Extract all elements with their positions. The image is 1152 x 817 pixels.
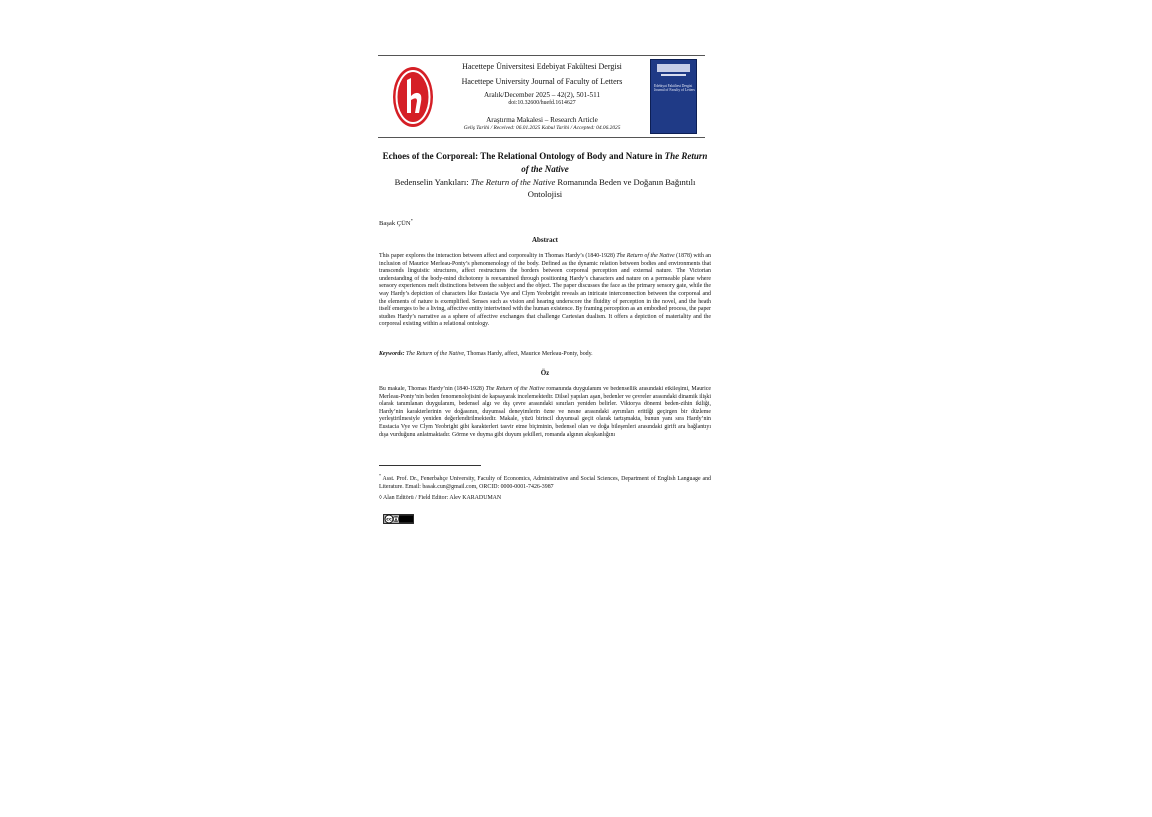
issue-info: Aralık/December 2025 – 42(2), 501-511 xyxy=(483,91,601,99)
abstract-text-part-1: This paper explores the interaction between affect and corporeality in Thomas Hardy’s (1840-1928) xyxy=(379,253,617,259)
keywords-work-title: The Return of the Native xyxy=(406,351,464,357)
header-bottom-rule xyxy=(378,137,705,138)
abstract-work-title: The Return of the Native xyxy=(616,253,675,259)
article-title-tr-prefix: Bedenselin Yankıları: xyxy=(394,177,471,187)
cover-title: Edebiyat Fakültesi Dergisi Journal of Faculty of Letters xyxy=(654,84,695,93)
abstract-text xyxy=(379,253,711,329)
article-title-tr-work: The Return of the Native xyxy=(470,177,556,187)
author xyxy=(379,218,413,227)
footnote-rule xyxy=(379,465,481,466)
abstract-text-part-2: (1878) with an inclusion of Maurice Merleau-Ponty’s phenomenology of the body. Defined as the dynamic relation between bodies and environments that transcends linguistic structures, affect restructures the borders between corporeal perception and external nature. The Victorian understanding of the body-mind dichotomy is reexamined through positioning Hardy’s characters and nature on a permeable plane where sensory experiences melt distinctions between the subject and the object. The paper discusses the face as the primary sensory gate, while the way Hardy’s depiction of characters like Eustacia Vye and Clym Yeobright reveals an intricate interconnection between the corporeal and the elements of nature is exemplified. Senses such as vision and hearing underscore the fluidity of perception in the novel, and the heath itself emerges to be a living, affective entity intertwined with the human existence. By framing perception as an embodied process, the paper studies Hardy’s narrative as a sphere of affective exchanges that challenge Cartesian dualism. It offers a depiction of materiality and the corporeal existing within a relational ontology. xyxy=(379,253,711,328)
article-title-tr-suffix: Romanında Beden ve Doğanın Bağıntılı Ontolojisi xyxy=(527,177,696,199)
footnote-mark: * xyxy=(379,473,381,478)
received-accepted-dates: Geliş Tarihi / Received: 06.01.2025 Kabul Tarihi / Accepted: 04.06.2025 xyxy=(463,125,621,131)
keywords xyxy=(379,351,593,357)
doi[interactable]: doi:10.32600/huefd.1614627 xyxy=(508,100,576,106)
hacettepe-logo-icon xyxy=(392,66,434,128)
article-title-work: The Return of the Native xyxy=(521,151,708,174)
article-title-tr xyxy=(378,176,712,200)
cc-label: cc xyxy=(386,517,392,523)
cover-divider xyxy=(661,74,686,76)
journal-cover-image xyxy=(650,59,697,134)
oz-text-part-2: romanında duygulanım ve bedensellik arasındaki etkileşimi, Maurice Merleau-Ponty’nin beden fenomenolojisini de kapsayarak incelemektedir. Dilsel yapıları aşan, bedenler ve çevreler arasındaki dinamik ilişki olarak tanımlanan duygulanım, bedensel algı ve dış çevre arasındaki sınırları yeniden belirler. Viktorya dönemi beden-zihin ikiliği, Hardy’nin karakterlerinin ve doğasının, duyumsal deneyimlerin özne ve nesne arasındaki ayrımları eritti̇ği geçirgen bir düzleme yerleştirilmesiyle yeniden değerlendirilmektedir. Makale, yüzü birincil duyumsal geçit olarak tartışmakta, bunun yanı sıra Hardy’nin Eustacia Vye ve Clym Yeobright gibi karakterleri tasvir etme biçiminin, bedensel olan ve doğa bileşenleri arasındaki girift ara bağlantıyı dışa vurduğunu anlatmaktadır. Görme ve duyma gibi duyum şekilleri, romanda algının akışkanlığını xyxy=(379,386,711,438)
cover-emblem xyxy=(657,64,690,72)
article-title-text: Echoes of the Corporeal: The Relational Ontology of Body and Nature in xyxy=(382,151,665,161)
journal-name-en: Hacettepe University Journal of Faculty of Letters xyxy=(461,77,623,86)
author-footnote xyxy=(379,472,711,491)
keywords-label: Keywords: xyxy=(379,351,405,357)
author-name: Başak ÇÜN xyxy=(379,220,411,228)
footnote-text: Asst. Prof. Dr., Fenerbahçe University, Faculty of Economics, Administrative and Social Sciences, Department of English Language and Literature. Email: basak.cun@gmail.com, ORCID: 0000-0001-7426-3987 xyxy=(379,475,711,490)
oz-work-title: The Return of the Native xyxy=(485,386,545,392)
header-top-rule xyxy=(378,55,705,56)
article-type: Araştırma Makalesi – Research Article xyxy=(486,116,598,124)
oz-text-part-1: Bu makale, Thomas Hardy’nin (1840-1928) xyxy=(379,386,486,392)
cc-by-icon[interactable] xyxy=(383,514,414,524)
field-editor: ◊ Alan Editörü / Field Editor: Alev KARADUMAN xyxy=(379,495,502,501)
journal-name-tr: Hacettepe Üniversitesi Edebiyat Fakültesi Dergisi xyxy=(462,62,622,71)
author-footnote-mark[interactable]: * xyxy=(410,218,413,223)
keywords-list: , Thomas Hardy, affect, Maurice Merleau-Ponty, body. xyxy=(463,351,593,357)
oz-heading: Öz xyxy=(540,369,550,377)
article-title xyxy=(378,150,712,176)
oz-text xyxy=(379,386,711,454)
abstract-heading: Abstract xyxy=(531,236,559,244)
